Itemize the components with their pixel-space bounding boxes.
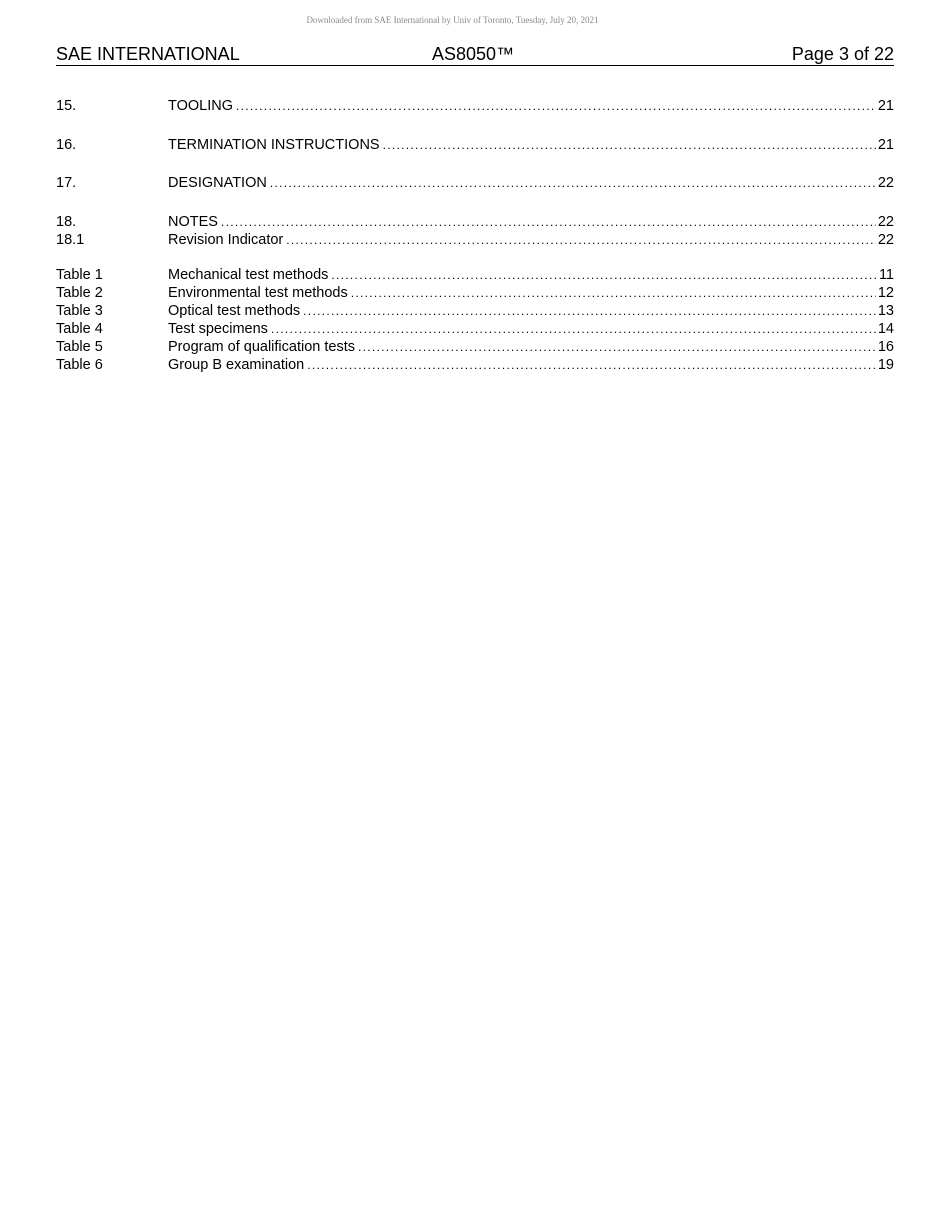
toc-leader-dots xyxy=(383,136,876,154)
toc-entry-page: 21 xyxy=(877,98,894,114)
toc-entry-number: Table 2 xyxy=(56,285,103,301)
toc-entry-number: Table 1 xyxy=(56,267,103,283)
toc-leader-dots xyxy=(286,231,876,249)
toc-entry[interactable] xyxy=(56,136,894,154)
toc-entry-title: Optical test methods xyxy=(168,303,301,319)
toc-leader-dots xyxy=(221,213,876,231)
toc-entry-title: NOTES xyxy=(168,214,218,230)
toc-entry[interactable] xyxy=(56,320,894,338)
toc-entry-title: Mechanical test methods xyxy=(168,267,329,283)
toc-entry[interactable] xyxy=(56,284,894,302)
toc-entry[interactable] xyxy=(56,231,894,249)
toc-entry-page: 21 xyxy=(877,137,894,153)
toc-entry[interactable] xyxy=(56,266,894,284)
toc-leader-dots xyxy=(351,284,876,302)
download-watermark: Downloaded from SAE International by Univ of Toronto, Tuesday, July 20, 2021 xyxy=(306,15,599,25)
toc-entry-page: 11 xyxy=(878,267,894,283)
toc-entry-number: Table 5 xyxy=(56,339,103,355)
toc-entry-title: Revision Indicator xyxy=(168,232,284,248)
header-page-number: Page 3 of 22 xyxy=(791,44,894,64)
toc-entry[interactable] xyxy=(56,97,894,115)
page-header xyxy=(56,43,894,66)
toc-entry-title: TERMINATION INSTRUCTIONS xyxy=(168,137,380,153)
toc-entry-title: Test specimens xyxy=(168,321,268,337)
header-document-number: AS8050™ xyxy=(432,44,515,64)
toc-entry-number: 15. xyxy=(56,98,77,114)
toc-entry-number: 18.1 xyxy=(56,232,85,248)
toc-leader-dots xyxy=(358,338,876,356)
toc-entry[interactable] xyxy=(56,356,894,374)
toc-entry-title: Group B examination xyxy=(168,357,305,373)
toc-entry-page: 14 xyxy=(877,321,894,337)
toc-entry[interactable] xyxy=(56,338,894,356)
toc-entry-page: 16 xyxy=(877,339,894,355)
header-organization: SAE INTERNATIONAL xyxy=(56,44,240,64)
toc-entry[interactable] xyxy=(56,174,894,192)
toc-entry-number: 17. xyxy=(56,175,77,191)
toc-leader-dots xyxy=(307,356,876,374)
toc-entry-page: 22 xyxy=(877,175,894,191)
toc-entry[interactable] xyxy=(56,302,894,320)
toc-entry-title: Environmental test methods xyxy=(168,285,348,301)
toc-entry-number: 18. xyxy=(56,214,77,230)
toc-entry-page: 13 xyxy=(877,303,894,319)
toc-entry-page: 22 xyxy=(877,214,894,230)
toc-entry-title: DESIGNATION xyxy=(168,175,267,191)
toc-entry-number: Table 4 xyxy=(56,321,103,337)
toc-entry-number: Table 3 xyxy=(56,303,103,319)
toc-entry-title: TOOLING xyxy=(168,98,233,114)
toc-entry-page: 22 xyxy=(877,232,894,248)
toc-entry-title: Program of qualification tests xyxy=(168,339,355,355)
toc-leader-dots xyxy=(331,266,877,284)
toc-leader-dots xyxy=(303,302,876,320)
toc-entry-page: 12 xyxy=(877,285,894,301)
toc-entry[interactable] xyxy=(56,213,894,231)
toc-leader-dots xyxy=(270,174,876,192)
toc-leader-dots xyxy=(236,97,876,115)
toc-leader-dots xyxy=(271,320,876,338)
toc-entry-number: 16. xyxy=(56,137,77,153)
toc-entry-page: 19 xyxy=(877,357,894,373)
toc-entry-number: Table 6 xyxy=(56,357,103,373)
